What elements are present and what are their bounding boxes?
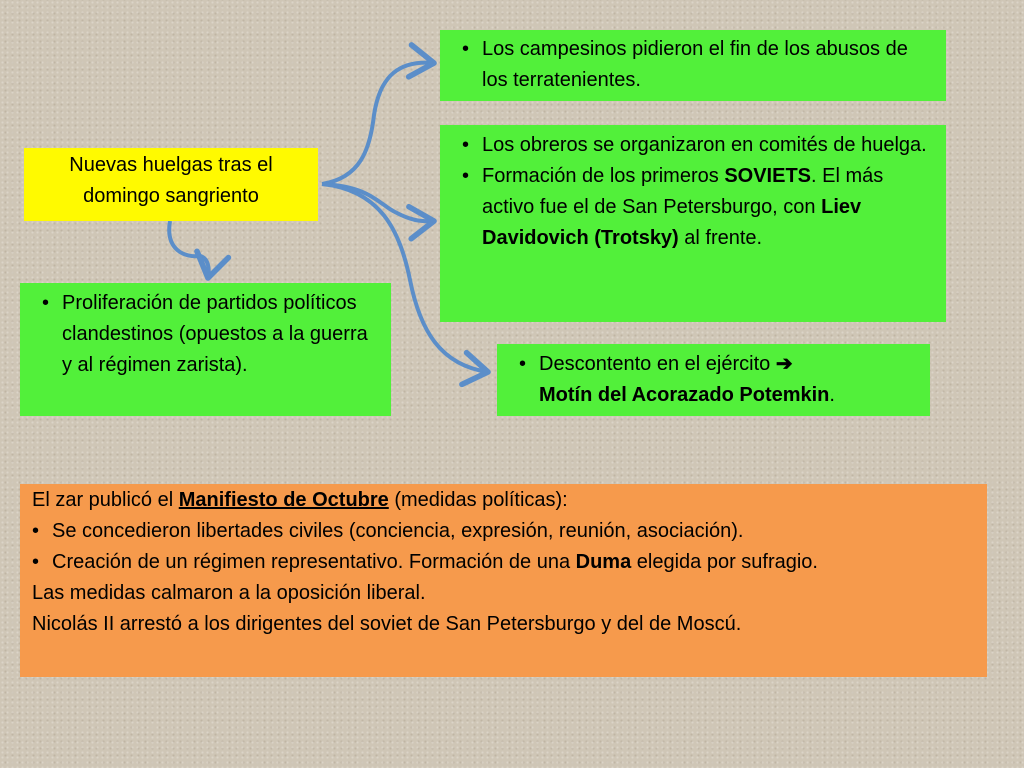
center-box-line1: Nuevas huelgas tras el — [69, 154, 273, 176]
center-box — [24, 148, 318, 221]
manifiesto-line3: Las medidas calmaron a la oposición liberal. — [32, 582, 426, 604]
obreros-item-1: • Los obreros se organizaron en comités de huelga. — [450, 130, 934, 161]
obreros-item-2: • Formación de los primeros SOVIETS. El más activo fue el de San Petersburgo, con Liev Davidovich (Trotsky) al frente. — [450, 161, 934, 254]
partidos-item: • Proliferación de partidos políticos clandestinos (opuestos a la guerra y al régimen zarista). — [30, 288, 381, 381]
manifiesto-item-2: • Creación de un régimen representativo. Formación de una Duma elegida por sufragio. — [20, 547, 975, 578]
manifiesto-intro: El zar publicó el Manifiesto de Octubre (medidas políticas): — [32, 489, 568, 511]
ejercito-item: • Descontento en el ejército ➔ Motín del Acorazado Potemkin. — [507, 349, 920, 411]
right-arrow-icon: ➔ — [775, 353, 793, 375]
campesinos-item: • Los campesinos pidieron el fin de los abusos de los terratenientes. — [450, 34, 934, 96]
manifiesto-item-1: • Se concedieron libertades civiles (conciencia, expresión, reunión, asociación). — [20, 516, 975, 547]
center-box-line2: domingo sangriento — [83, 185, 259, 207]
box-partidos — [20, 283, 391, 416]
box-ejercito — [497, 344, 930, 416]
arrow-to-obreros — [322, 184, 434, 221]
manifiesto-line4: Nicolás II arrestó a los dirigentes del soviet de San Petersburgo y del de Moscú. — [32, 613, 742, 635]
arrow-to-campesinos — [322, 63, 434, 184]
box-manifiesto — [20, 484, 987, 677]
box-campesinos — [440, 30, 946, 101]
box-obreros — [440, 125, 946, 322]
arrow-to-partidos — [169, 221, 209, 278]
